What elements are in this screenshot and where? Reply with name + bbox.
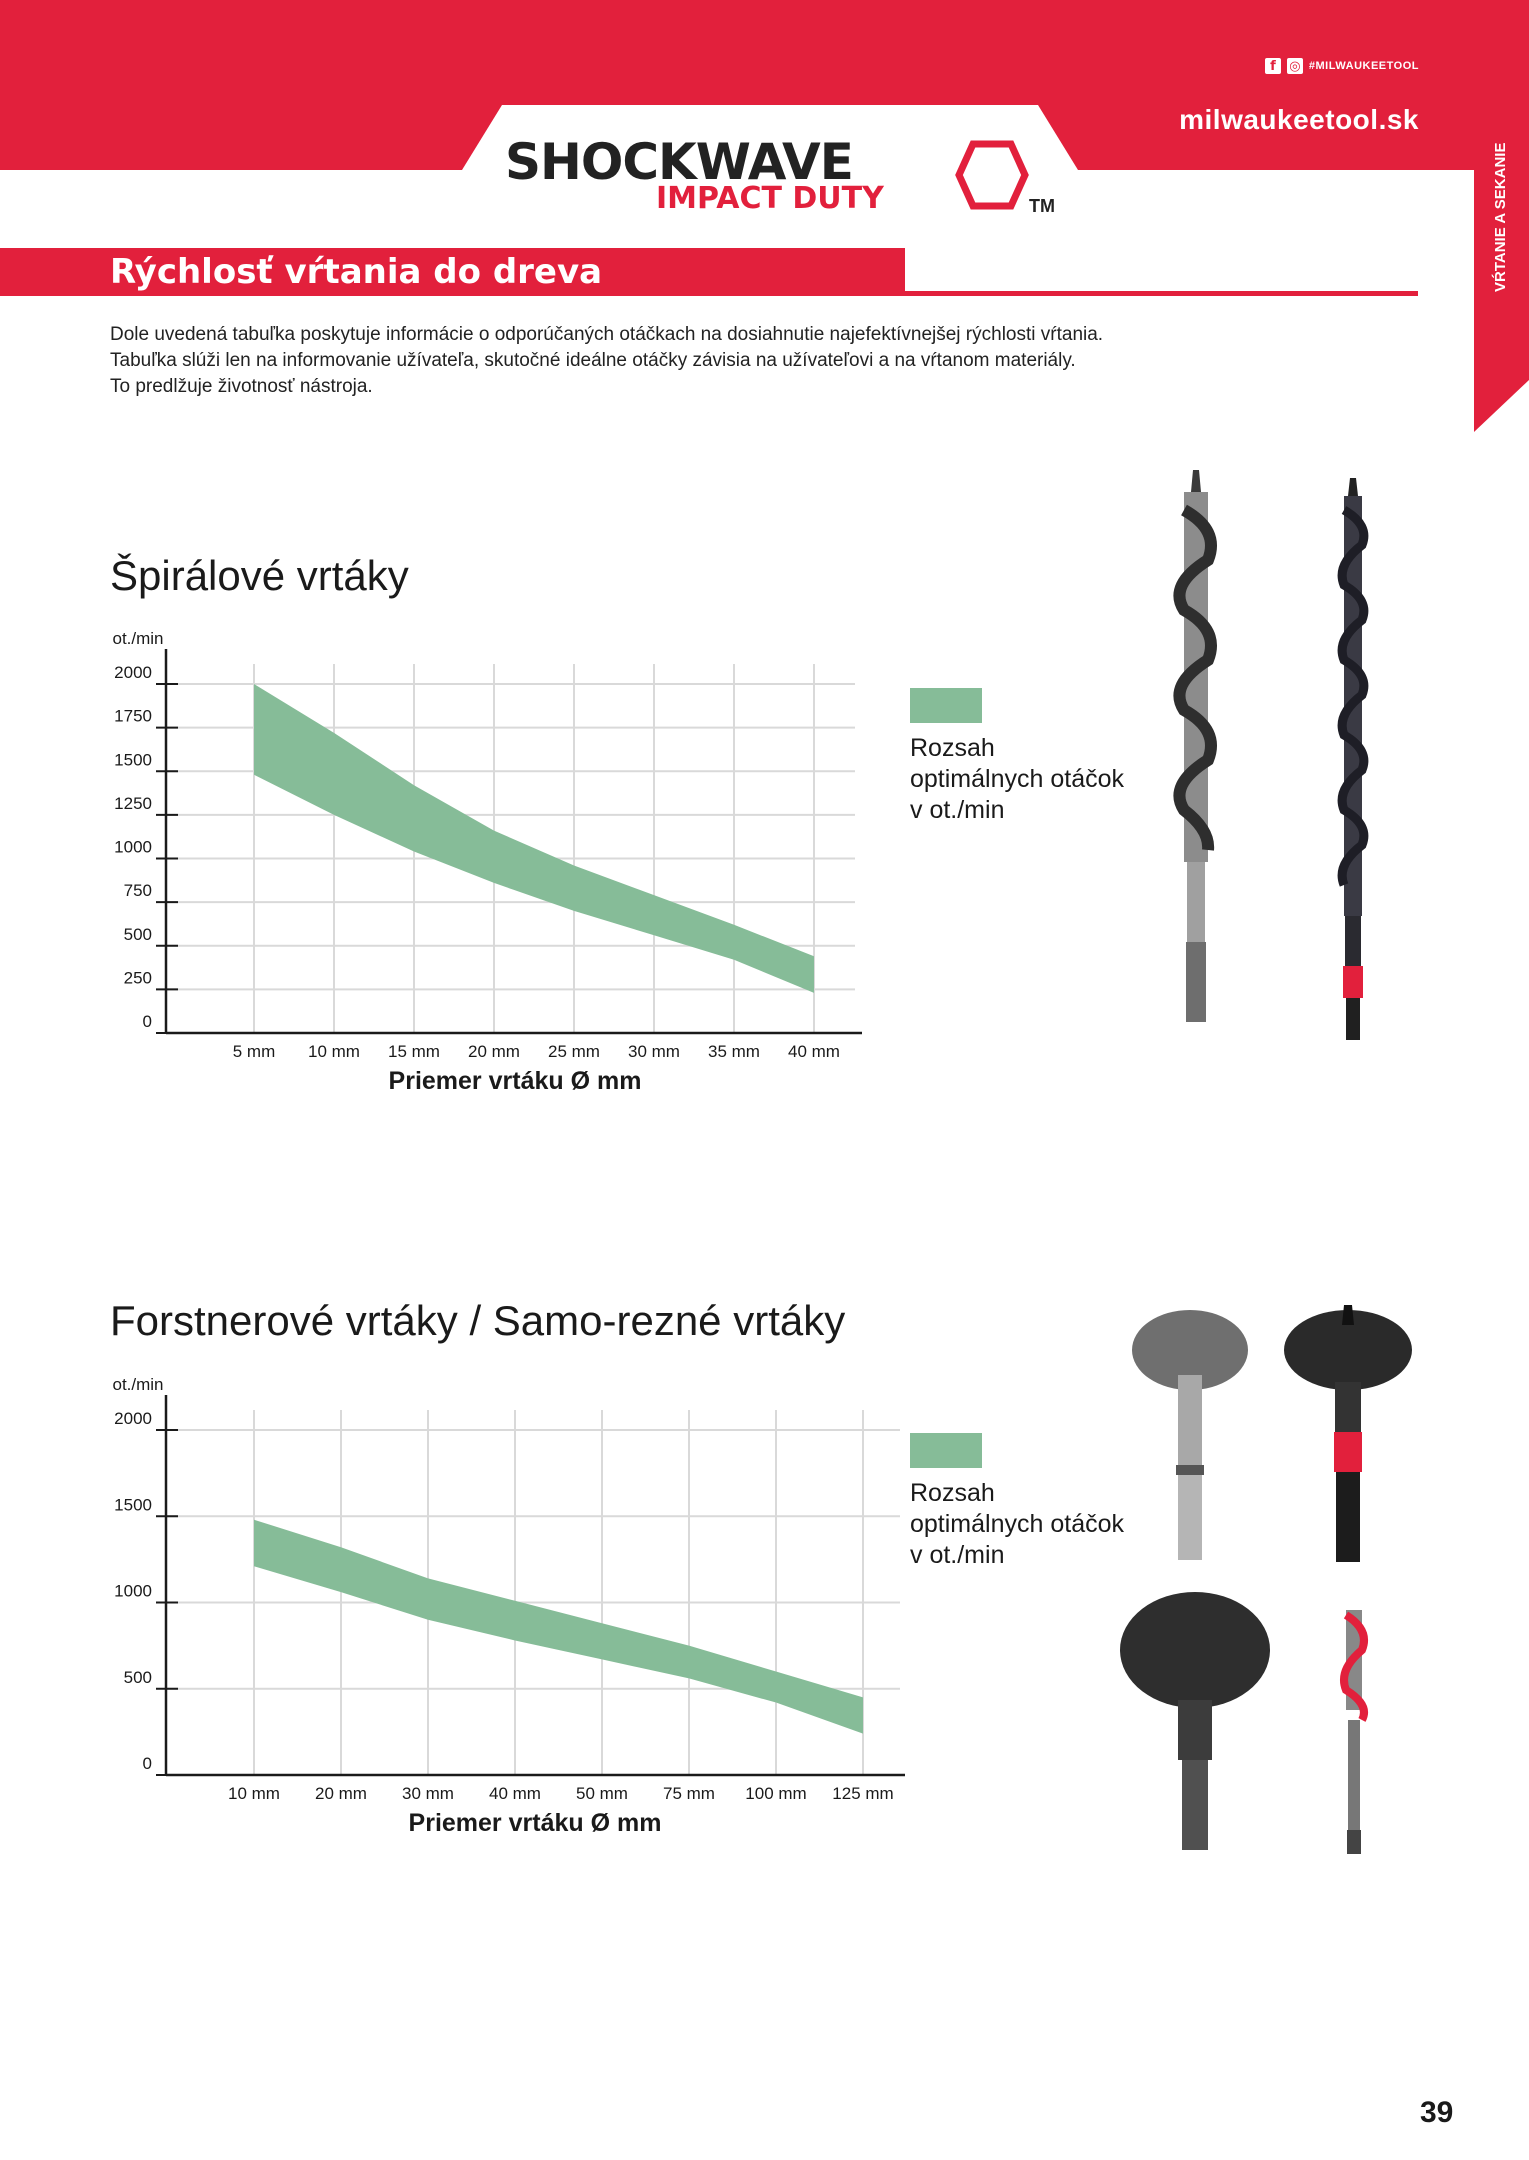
chart-title: Špirálové vrtáky [110, 552, 409, 599]
selfeed-bit-black [1284, 1305, 1412, 1562]
legend-label: Rozsah optimálnych otáčok v ot./min [910, 1479, 1125, 1569]
y-tick-label: 1750 [114, 706, 152, 726]
forstner-bit-silver [1132, 1310, 1248, 1560]
selfeed-bit-large [1120, 1592, 1270, 1850]
site-url[interactable]: milwaukeetool.sk [1179, 104, 1419, 135]
x-tick-label: 75 mm [663, 1784, 715, 1803]
forstner-bits-image [1120, 1300, 1440, 1870]
intro-line: To predlžuje životnosť nástroja. [110, 376, 373, 397]
y-tick-label: 500 [123, 1667, 152, 1687]
x-tick-label: 50 mm [576, 1784, 628, 1803]
intro-text [110, 322, 1210, 400]
y-tick-label: 750 [123, 881, 152, 901]
x-tick-label: 30 mm [628, 1042, 680, 1061]
y-tick-label: 2000 [114, 1409, 152, 1428]
chart-spiral-drills [0, 620, 900, 1100]
y-axis-label: ot./min [112, 1375, 164, 1394]
x-tick-label: 10 mm [228, 1784, 280, 1803]
y-tick-label: 1500 [114, 1495, 152, 1515]
x-tick-label: 125 mm [832, 1784, 894, 1803]
auger-bits-image [1170, 470, 1430, 1050]
page-number: 39 [1420, 2096, 1454, 2129]
auger-bit-black [1342, 478, 1364, 1040]
x-tick-label: 20 mm [315, 1784, 367, 1803]
x-tick-label: 15 mm [388, 1042, 440, 1061]
section-title-rule [905, 291, 1418, 296]
x-tick-label: 10 mm [308, 1042, 360, 1061]
section-title: Rýchlosť vŕtania do dreva [110, 252, 603, 292]
intro-line: Tabuľka slúži len na informovanie užívateľa, skutočné ideálne otáčky závisia na užívateľovi a na vŕtanom materiály. [110, 350, 1076, 371]
x-tick-label: 5 mm [232, 1042, 276, 1061]
hexagon-logo-icon [955, 138, 1029, 212]
x-tick-label: 40 mm [489, 1784, 541, 1803]
x-tick-label: 20 mm [468, 1042, 520, 1061]
y-tick-label: 1500 [114, 750, 152, 770]
legend-label: Rozsah optimálnych otáčok v ot./min [910, 734, 1125, 824]
facebook-icon[interactable]: f [1265, 58, 1281, 74]
legend-swatch [910, 688, 982, 723]
x-tick-label: 30 mm [402, 1784, 454, 1803]
chart-forstner-drills [0, 1365, 940, 1845]
y-tick-label: 1000 [114, 837, 152, 857]
brand-name: SHOCKWAVE [505, 133, 853, 191]
y-tick-label: 0 [142, 1754, 152, 1773]
auger-bit-red [1344, 1610, 1364, 1854]
chart-title: Forstnerové vrtáky / Samo-rezné vrtáky [110, 1297, 846, 1344]
legend-swatch [910, 1433, 982, 1468]
x-axis-label: Priemer vrtáku Ø mm [388, 1067, 642, 1095]
auger-bit-silver [1179, 470, 1211, 1022]
y-tick-label: 500 [123, 924, 152, 944]
y-tick-label: 0 [142, 1012, 152, 1031]
brand-subtitle: IMPACT DUTY [656, 181, 884, 216]
x-tick-label: 40 mm [788, 1042, 840, 1061]
y-axis-label: ot./min [112, 629, 164, 648]
y-tick-label: 2000 [114, 663, 152, 682]
trademark: TM [1029, 196, 1055, 216]
y-tick-label: 1000 [114, 1581, 152, 1601]
y-tick-label: 1250 [114, 793, 152, 813]
x-tick-label: 35 mm [708, 1042, 760, 1061]
x-tick-label: 25 mm [548, 1042, 600, 1061]
y-tick-label: 250 [123, 968, 152, 988]
hashtag: #MILWAUKEETOOL [1308, 60, 1419, 72]
instagram-icon[interactable]: ◎ [1287, 58, 1303, 74]
optimal-range-band [254, 1520, 863, 1734]
intro-line: Dole uvedená tabuľka poskytuje informácie o odporúčaných otáčkach na dosiahnutie najefektívnejšej rýchlosti vŕtania. [110, 324, 1104, 345]
side-tab-label: VŔTANIE A SEKANIE [1492, 142, 1509, 292]
social-links [1265, 58, 1419, 74]
x-tick-label: 100 mm [745, 1784, 807, 1803]
x-axis-label: Priemer vrtáku Ø mm [408, 1809, 662, 1837]
